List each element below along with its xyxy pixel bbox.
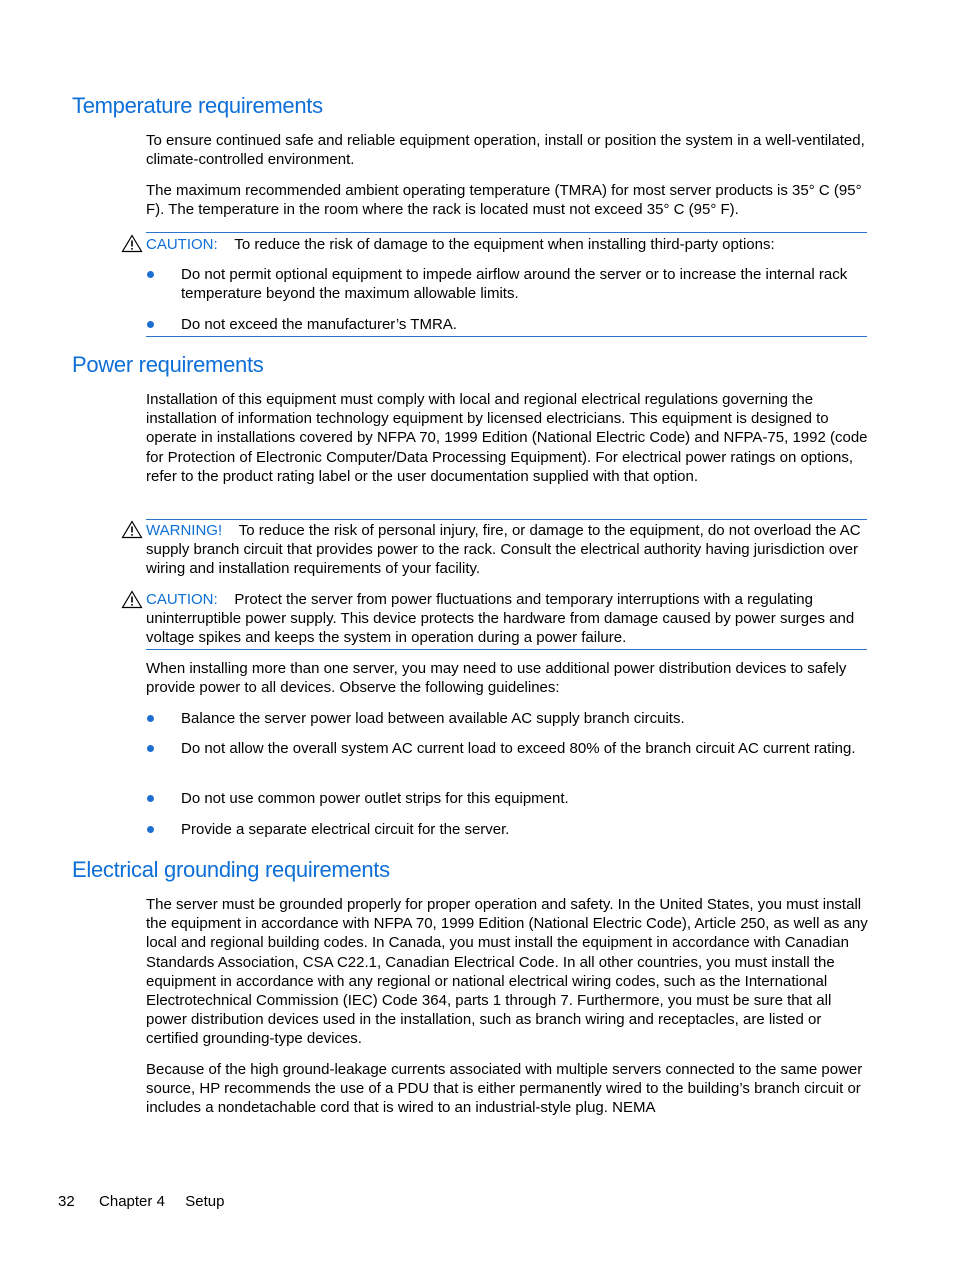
warning-label: WARNING! <box>146 522 223 539</box>
note-bottom-rule <box>146 649 867 650</box>
footer-chapter-title: Setup <box>185 1193 225 1210</box>
paragraph: The server must be grounded properly for proper operation and safety. In the United States, you must install the equipment in accordance with NFPA 70, 1999 Edition (National Electric Code), Article 250, as well as any local and regional building codes. In Canada, you must install the equipment in accordance with Canadian Standards Association, CSA C22.1, Canadian Electrical Code. In all other countries, you must install the equipment in accordance with any regional or national electrical wiring codes, such as the International Electrotechnical Commission (IEC) Code 364, parts 1 through 7. Furthermore, you must be sure that all power distribution devices used in the installation, such as branch wiring and receptacles, are listed or certified grounding-type devices. <box>146 896 868 1048</box>
list-item: Do not permit optional equipment to impede airflow around the server or to increase the internal rack temperature beyond the maximum allowable limits. <box>181 266 848 303</box>
note-top-rule <box>146 232 867 233</box>
heading-temperature-requirements: Temperature requirements <box>72 93 323 118</box>
paragraph: Installation of this equipment must comply with local and regional electrical regulations governing the installation of information technology equipment by licensed electricians. This equipment is designed to operate in installations covered by NFPA 70, 1999 Edition (National Electric Code) and NFPA-75, 1992 (code for Protection of Electronic Computer/Data Processing Equipment). For electrical power ratings on options, refer to the product rating label or the user documentation supplied with that option. <box>146 391 868 485</box>
caution-text: Protect the server from power fluctuations and temporary interruptions with a regulating uninterruptible power supply. This device protects the hardware from damage caused by power surges and voltage spikes and keeps the system in operation during a power failure. <box>146 591 855 647</box>
footer-chapter: Chapter 4 <box>99 1193 165 1210</box>
bullet-dot-icon <box>146 789 158 808</box>
paragraph: To ensure continued safe and reliable equipment operation, install or position the system in a well-ventilated, climate-controlled environment. <box>146 132 865 169</box>
bullet-dot-icon <box>146 739 158 758</box>
paragraph: When installing more than one server, you may need to use additional power distribution devices to safely provide power to all devices. Observe the following guidelines: <box>146 660 847 697</box>
list-item: Do not allow the overall system AC current load to exceed 80% of the branch circuit AC current rating. <box>181 740 856 757</box>
warning-triangle-icon <box>121 520 143 539</box>
paragraph: Because of the high ground-leakage currents associated with multiple servers connected to the same power source, HP recommends the use of a PDU that is either permanently wired to the building’s branch circuit or includes a nondetachable cord that is wired to an industrial-style plug. NEMA <box>146 1061 863 1117</box>
heading-power-requirements: Power requirements <box>72 352 264 377</box>
warning-note <box>146 521 867 579</box>
list-item: Provide a separate electrical circuit for the server. <box>181 821 510 838</box>
page-number: 32 <box>58 1193 75 1210</box>
note-top-rule <box>146 519 867 520</box>
caution-note <box>146 235 867 254</box>
warning-triangle-icon <box>121 590 143 609</box>
list-item: Do not use common power outlet strips for this equipment. <box>181 790 569 807</box>
bullet-dot-icon <box>146 709 158 728</box>
caution-label: CAUTION: <box>146 591 218 608</box>
page-footer <box>58 1192 224 1211</box>
warning-triangle-icon <box>121 234 143 253</box>
list-item: Do not exceed the manufacturer’s TMRA. <box>181 316 457 333</box>
bullet-dot-icon <box>146 315 158 334</box>
caution-label: CAUTION: <box>146 236 218 253</box>
heading-electrical-grounding-requirements: Electrical grounding requirements <box>72 857 390 882</box>
caution-text: To reduce the risk of damage to the equipment when installing third-party options: <box>234 236 775 253</box>
note-bottom-rule <box>146 336 867 337</box>
warning-text: To reduce the risk of personal injury, fire, or damage to the equipment, do not overload the AC supply branch circuit that provides power to the rack. Consult the electrical authority having jurisdiction over wiring and installation requirements of your facility. <box>146 522 861 578</box>
list-item: Balance the server power load between available AC supply branch circuits. <box>181 710 685 727</box>
paragraph: The maximum recommended ambient operating temperature (TMRA) for most server products is 35° C (95° F). The temperature in the room where the rack is located must not exceed 35° C (95° F). <box>146 182 862 219</box>
bullet-dot-icon <box>146 265 158 284</box>
bullet-dot-icon <box>146 820 158 839</box>
caution-note <box>146 590 867 648</box>
